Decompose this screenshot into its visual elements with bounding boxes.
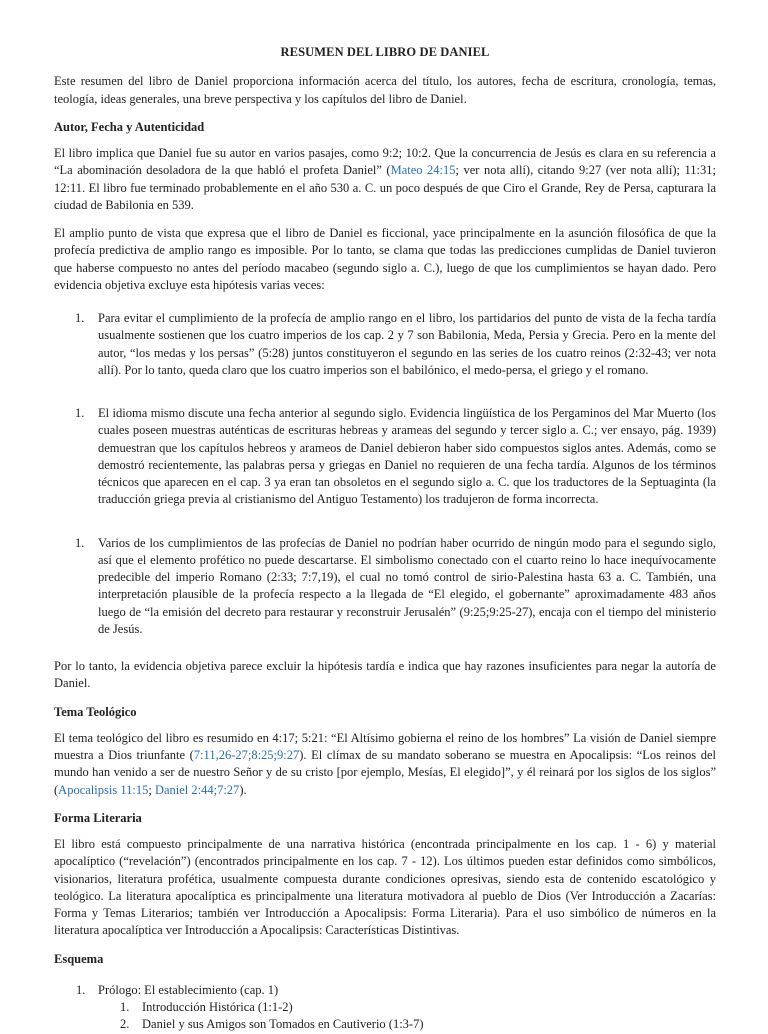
list-item-text: El idioma mismo discute una fecha anterior al segundo siglo. Evidencia lingüística de los Pergaminos del Mar Muerto (los cuales poseen muestras auténticas de escrituras hebreas y arameas del segundo y tercer siglo a. C.; ver ensayo, pág. 1939) demuestran que los capítulos hebreos y arameos de Daniel debieron haber sido compuestos siglos antes. Además, como se demostró recientemente, las palabras persa y griegas en Daniel no requieren de una fecha tardía. Algunos de los términos técnicos que aparecen en el cap. 3 ya eran tan obsoletos en el segundo siglo a. C. que los traductores de la Septuaginta (la traducción griega previa al cristianismo del Antiguo Testamento) los tradujeron de forma incorrecta. <box>98 406 716 507</box>
outline-subitem <box>54 1016 716 1033</box>
heading-autor: Autor, Fecha y Autenticidad <box>54 119 205 134</box>
evidence-list <box>54 310 716 638</box>
heading-forma: Forma Literaria <box>54 810 142 825</box>
outline-number: 2. <box>120 1017 130 1032</box>
page-title: RESUMEN DEL LIBRO DE DANIEL <box>280 45 490 59</box>
list-number: 1. <box>75 311 85 325</box>
outline-number: 1. <box>76 982 86 997</box>
list-item <box>54 405 716 509</box>
text-run: El libro implica que Daniel fue su autor en varios pasajes, como 9:2; 10:2. Que la concurrencia de Jesús es clara en su referencia a “La abominación desoladora de la que habló el profeta Daniel” ( <box>54 146 716 178</box>
forma-paragraph: El libro está compuesto principalmente de una narrativa histórica (encontrada principalmente en los cap. 1 - 6) y material apocalíptico (“revelación”) (encontrados principalmente en los cap. 7 - 12). Los últimos pueden estar definidos como simbólicos, visionarios, literatura profética, usualmente compuesta durante condiciones opresivas, siendo esta de contenido escatológico y teológico. La literatura apocalíptica es principalmente una literatura motivadora al pueblo de Dios (Ver Introducción a Zacarías: Forma y Temas Literarios; también ver Introducción a Apocalipsis: Forma Literaria). Para el uso simbólico de números en la literatura apocalíptica ver Introducción a Apocalipsis: Características Distintivas. <box>54 837 716 938</box>
text-run: ). El clímax de su mandato soberano se muestra en Apocalipsis: “Los reinos del mundo han venido a ser de nuestro Señor y de su cristo [por ejemplo, Mesías, El elegido]”, y él reinará por los siglos de los siglos” ( <box>54 748 716 797</box>
link-mateo-24-15[interactable]: Mateo 24:15 <box>390 163 456 178</box>
list-item <box>54 535 716 639</box>
list-item-text: Varios de los cumplimientos de las profecías de Daniel no podrían haber ocurrido de ningún modo para el segundo siglo, así que el elemento profético no puede descartarse. El simbolismo conectado con el cuarto reino lo hace inequívocamente predecible del imperio Romano (2:33; 7:7,19), el cual no tomó control de sirio-Palestina hasta 63 a. C. También, una interpretación plausible de la profecía respecto a la llegada de “El elegido, el gobernante” aproximadamente 483 años luego de “la emisión del decreto para restaurar y reconstruir Jerusalén” (9:25;9:25-27), encaja con el tiempo del ministerio de Jesús. <box>98 535 716 636</box>
text-run: ; <box>148 782 155 797</box>
autor-paragraph-2: El amplio punto de vista que expresa que el libro de Daniel es ficcional, yace principalmente en la asunción filosófica de que la profecía predictiva de amplio rango es imposible. Por lo tanto, se clama que todas las predicciones cumplidas de Daniel tuvieron que haberse compuesto no antes del período macabeo (segundo siglo a. C.), luego de que los cumplimientos se hayan dado. Pero evidencia objetiva excluye esta hipótesis varias veces: <box>54 226 716 292</box>
list-number: 1. <box>75 406 85 420</box>
outline-subitem-text: Introducción Histórica (1:1-2) <box>142 1000 293 1014</box>
heading-tema: Tema Teológico <box>54 704 137 719</box>
list-number: 1. <box>75 535 85 550</box>
intro-paragraph: Este resumen del libro de Daniel proporciona información acerca del título, los autores, fecha de escritura, cronología, temas, teología, ideas generales, una breve perspectiva y los capítulos del libro de Daniel. <box>54 74 716 106</box>
outline-subitem-text: Daniel y sus Amigos son Tomados en Cautiverio (1:3-7) <box>142 1017 424 1032</box>
outline-item-text: Prólogo: El establecimiento (cap. 1) <box>98 982 279 997</box>
outline-subitem <box>54 999 716 1016</box>
autor-paragraph-1 <box>54 145 716 214</box>
text-run: ). <box>239 782 247 797</box>
link-daniel-7-11[interactable]: 7:11,26-27;8:25;9:27 <box>193 748 300 762</box>
autor-paragraph-3: Por lo tanto, la evidencia objetiva parece excluir la hipótesis tardía e indica que hay razones insuficientes para negar la autoría de Daniel. <box>54 659 716 691</box>
link-daniel-2-44[interactable]: Daniel 2:44;7:27 <box>154 782 240 797</box>
heading-esquema: Esquema <box>54 951 104 966</box>
list-item <box>54 310 716 379</box>
outline-item <box>54 982 716 999</box>
text-run: ; ver nota allí), citando 9:27 (ver nota allí); 11:31; 12:11. El libro fue terminado probablemente en el año 530 a. C. un poco después de que Ciro el Grande, Rey de Persa, capturara la ciudad de Babilonia en 539. <box>54 163 716 212</box>
list-item-text: Para evitar el cumplimiento de la profecía de amplio rango en el libro, los partidarios del punto de vista de la fecha tardía usualmente sostienen que los cuatro imperios de los cap. 2 y 7 son Babilonia, Meda, Persia y Grecia. Pero en la mente del autor, “los medas y los persas” (5:28) juntos constituyeron el segundo en las series de los cuatro reinos (2:32-43; ver nota allí). Por lo tanto, queda claro que los cuatro imperios son el babilónico, el medo-persa, el griego y el romano. <box>98 311 716 377</box>
text-run: El tema teológico del libro es resumido en 4:17; 5:21: “El Altísimo gobierna el reino de los hombres” La visión de Daniel siempre muestra a Dios triunfante ( <box>54 730 716 762</box>
outline-number: 1. <box>120 1000 130 1014</box>
outline-list <box>54 982 716 1034</box>
link-apocalipsis-11-15[interactable]: Apocalipsis 11:15 <box>58 782 149 797</box>
tema-paragraph <box>54 730 716 799</box>
